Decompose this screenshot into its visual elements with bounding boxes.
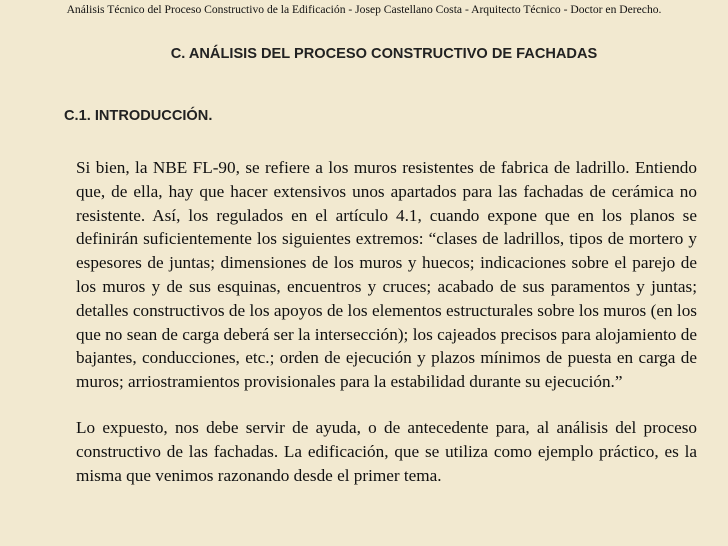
running-header: Análisis Técnico del Proceso Constructivo de la Edificación - Josep Castellano Costa - Arquitecto Técnico - Doctor en Derecho. <box>66 3 662 16</box>
body-paragraph-1: Si bien, la NBE FL-90, se refiere a los muros resistentes de fabrica de ladrillo. Entiendo que, de ella, hay que hacer extensivos unos apartados para las fachadas de cerámica no resistente. Así, los regulados en el artículo 4.1, cuando expone que en los planos se definirán suficientemente los siguientes extremos: “clases de ladrillos, tipos de mortero y espesores de juntas; dimensiones de los muros y huecos; indicaciones sobre el parejo de los muros y de sus esquinas, encuentros y cruces; acabado de sus paramentos y juntas; detalles constructivos de los apoyos de los elementos estructurales sobre los muros (en los que no sean de carga deberá ser la intersección); los cajeados precisos para alojamiento de bajantes, conducciones, etc.; orden de ejecución y plazos mínimos de puesta en carga de muros; arriostramientos provisionales para la estabilidad durante su ejecución.” <box>76 158 697 392</box>
subsection-title: C.1. INTRODUCCIÓN. <box>64 108 213 124</box>
body-paragraph-2: Lo expuesto, nos debe servir de ayuda, o de antecedente para, al análisis del proceso constructivo de las fachadas. La edificación, que se utiliza como ejemplo práctico, es la misma que venimos razonando desde el primer tema. <box>76 418 697 485</box>
section-title: C. ANÁLISIS DEL PROCESO CONSTRUCTIVO DE FACHADAS <box>170 46 598 62</box>
